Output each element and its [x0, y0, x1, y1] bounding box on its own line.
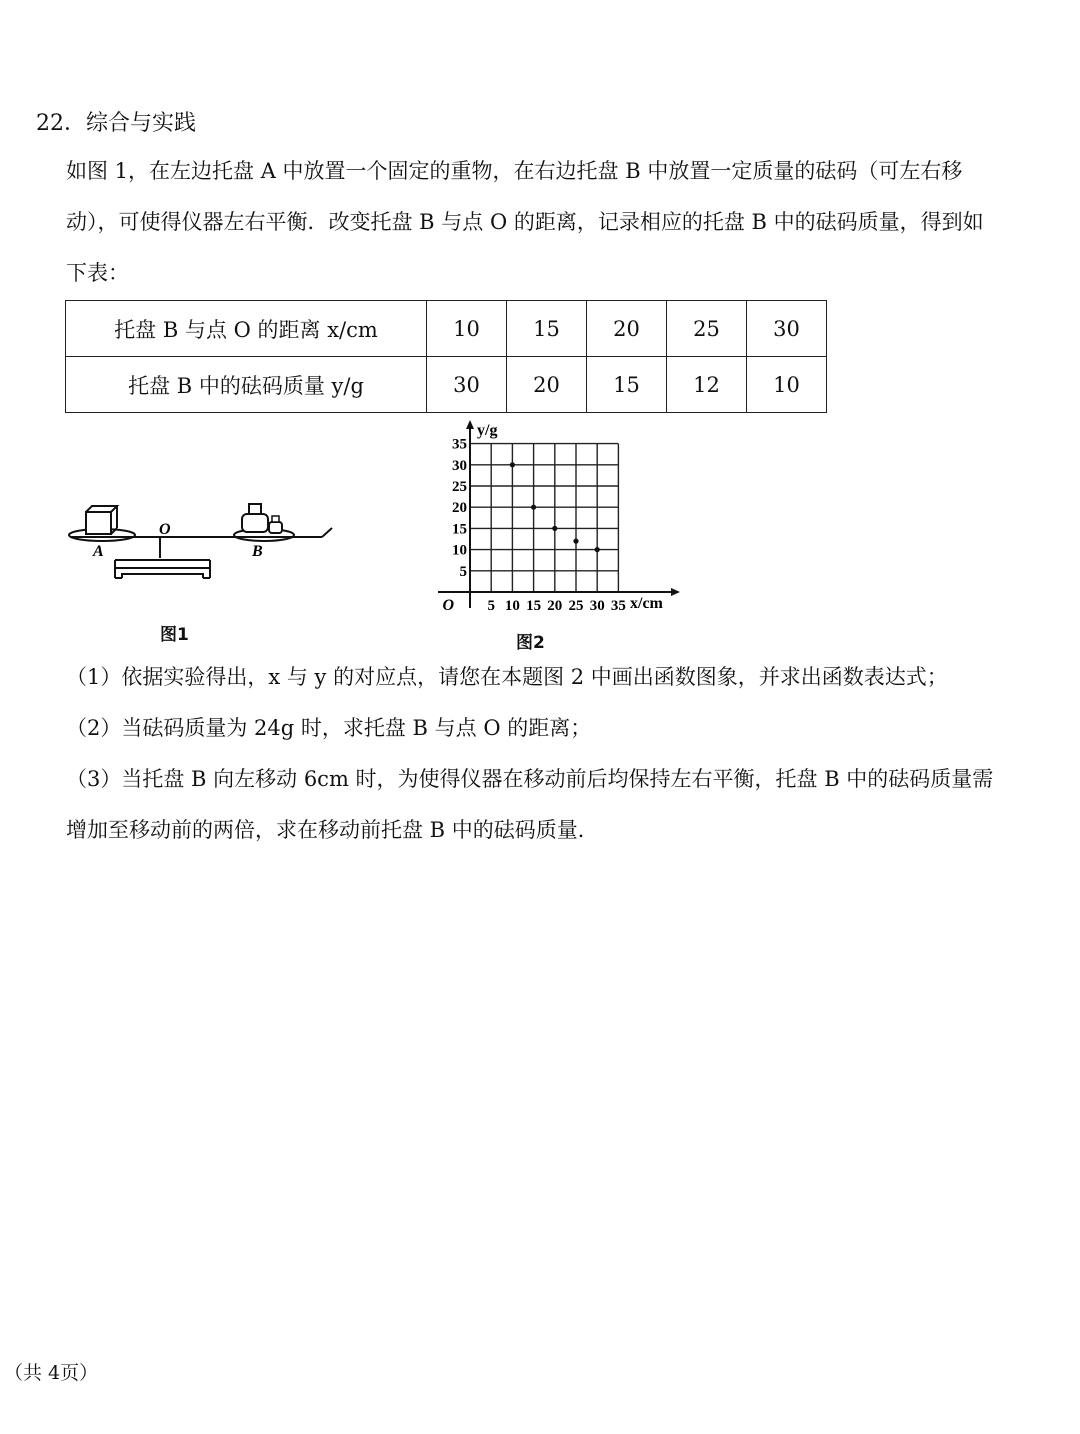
label-b: B [252, 543, 263, 560]
x-tick-label: 25 [568, 598, 584, 614]
label-a: A [93, 543, 104, 560]
figure1-balance [60, 490, 350, 590]
y-tick-labels [452, 437, 467, 580]
weight-large [242, 514, 268, 532]
y-tick-label: 25 [452, 479, 467, 495]
table-cell: 15 [587, 357, 667, 413]
data-point [573, 539, 578, 544]
table-row [66, 357, 827, 413]
y-tick-label: 10 [452, 542, 467, 559]
label-o: O [159, 521, 171, 538]
table-cell: 12 [667, 357, 747, 413]
x-tick-label: 15 [526, 598, 542, 614]
question-header [36, 106, 196, 137]
data-table [65, 300, 827, 413]
y-axis-label: y/g [477, 422, 498, 439]
page-footer: （共 4页） [4, 1362, 99, 1384]
x-axis-arrow [671, 588, 680, 596]
y-tick-label: 30 [452, 457, 467, 474]
data-point [552, 526, 557, 531]
data-point [531, 505, 536, 510]
x-tick-label: 30 [589, 598, 605, 614]
table-cell: 10 [747, 357, 827, 413]
x-tick-label: 5 [487, 598, 495, 614]
x-axis-label: x/cm [630, 595, 663, 612]
beam-end [322, 528, 332, 537]
table-row [66, 301, 827, 357]
table-cell: 20 [507, 357, 587, 413]
table-cell: 30 [747, 301, 827, 357]
weight-small [269, 522, 282, 533]
question-title: 综合与实践 [86, 111, 197, 136]
row-label-mass: 托盘 B 中的砝码质量 y/g [66, 357, 427, 413]
figure2-caption: 图2 [516, 633, 545, 653]
x-tick-label: 10 [504, 598, 520, 614]
x-tick-labels [487, 598, 625, 614]
y-tick-label: 15 [452, 521, 467, 538]
y-tick-label: 5 [459, 563, 467, 580]
table-cell: 20 [587, 301, 667, 357]
chart-grid [470, 444, 618, 592]
y-tick-label: 35 [452, 436, 467, 453]
data-point [510, 462, 515, 467]
question-intro: 如图 1，在左边托盘 A 中放置一个固定的重物，在右边托盘 B 中放置一定质量的砝码（可左右移动），可使得仪器左右平衡．改变托盘 B 与点 O 的距离，记录相应的托盘 B 中的砝码质量，得到如下表： [66, 159, 984, 285]
figure1-caption: 图1 [160, 625, 189, 645]
subquestion-2: （2）当砝码质量为 24g 时，求托盘 B 与点 O 的距离； [66, 716, 592, 740]
table-cell: 15 [507, 301, 587, 357]
origin-label: O [442, 597, 454, 614]
data-point [595, 547, 600, 552]
x-tick-label: 20 [547, 598, 563, 614]
subquestion-3: （3）当托盘 B 向左移动 6cm 时，为使得仪器在移动前后均保持左右平衡，托盘 B 中的砝码质量需增加至移动前的两倍，求在移动前托盘 B 中的砝码质量． [66, 767, 994, 842]
weight-box [86, 512, 111, 534]
y-tick-label: 20 [452, 500, 467, 517]
table-cell: 25 [667, 301, 747, 357]
y-axis-arrow [466, 420, 474, 429]
x-tick-label: 35 [610, 598, 626, 614]
row-label-distance: 托盘 B 与点 O 的距离 x/cm [66, 301, 427, 357]
subquestion-1: （1）依据实验得出，x 与 y 的对应点，请您在本题图 2 中画出函数图象，并求出函数表达式； [66, 665, 948, 689]
table-cell: 30 [427, 357, 507, 413]
question-number: 22． [36, 111, 86, 136]
chart-axes [438, 420, 680, 608]
table-cell: 10 [427, 301, 507, 357]
figure2-chart [430, 418, 690, 618]
